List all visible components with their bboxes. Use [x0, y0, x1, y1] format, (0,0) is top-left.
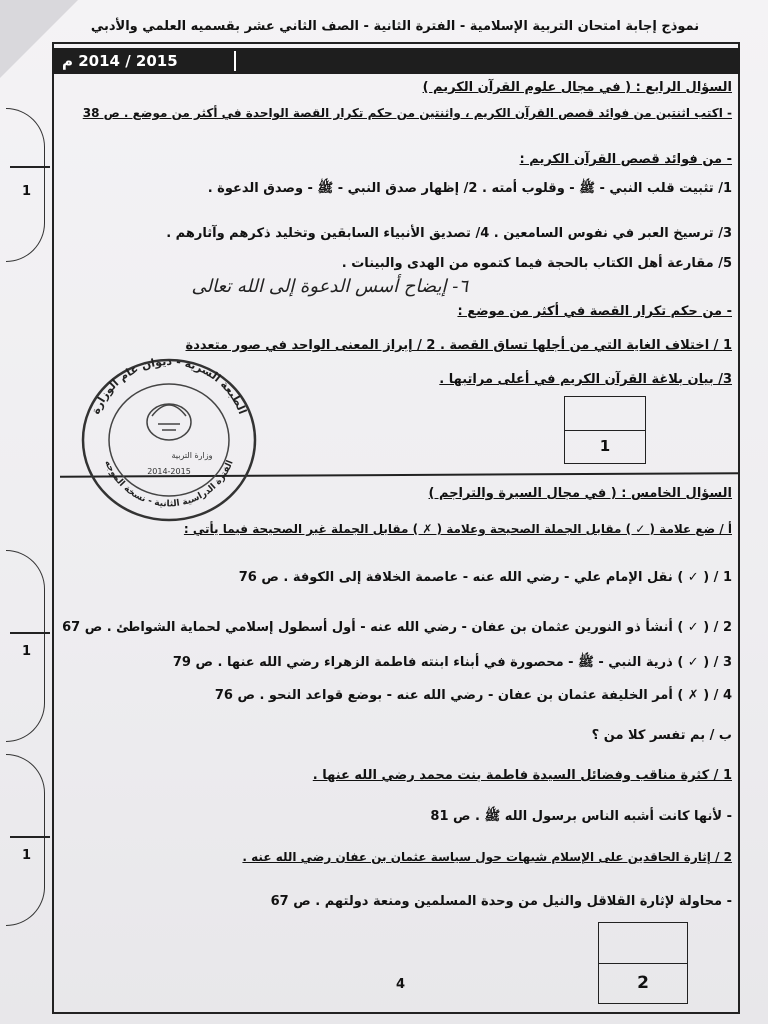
- margin-score-1: 1: [22, 184, 32, 199]
- q5-b2-question: 2 / إثارة الحاقدين على الإسلام شبهات حول سياسة عثمان بن عفان رضي الله عنه .: [242, 850, 732, 864]
- q4-wisdom-heading: - من حكم تكرار القصة في أكثر من موضع :: [457, 304, 732, 319]
- header-bar: [52, 48, 740, 74]
- q4-wisdom-1: 1 / اختلاف الغاية التي من أجلها تساق القصة . 2 / إبراز المعنى الواحد في صور متعددة: [185, 338, 732, 353]
- header-title: نموذج إجابة امتحان التربية الإسلامية - الفترة الثانية - الصف الثاني عشر بقسميه العلمي والأدبي: [90, 19, 700, 34]
- q5-score-box: [598, 922, 688, 1004]
- margin-score-3: 1: [22, 848, 32, 863]
- margin-arc-3: [6, 754, 45, 926]
- stamp-bottom: الفترة الدراسية الثانية - نسخة الموجه: [102, 459, 236, 510]
- emblem-icon: [147, 404, 191, 440]
- q4-title: السؤال الرابع : ( في مجال علوم القرآن الكريم ): [422, 80, 732, 95]
- q4-benefit-2: 3/ ترسيخ العبر في نفوس السامعين . 4/ تصديق الأنبياء السابقين وتخليد ذكرهم وآثارهم .: [166, 226, 732, 241]
- q4-benefits-heading: - من فوائد قصص القرآن الكريم :: [519, 152, 732, 167]
- q4-wisdom-2: 3/ بيان بلاغة القرآن الكريم في أعلى مراتبها .: [439, 372, 732, 387]
- q4-score-box: [564, 396, 646, 464]
- q5-b2-answer: - محاولة لإثارة القلاقل والنيل من وحدة المسلمين ومنعة دولتهم . ص 67: [270, 894, 732, 909]
- stamp-inner: وزارة التربية: [171, 451, 213, 460]
- q5-b1-question: 1 / كثرة مناقب وفضائل السيدة فاطمة بنت محمد رضي الله عنها .: [312, 768, 732, 783]
- q5-part-b: ب / بم تفسر كلا من ؟: [591, 728, 732, 743]
- handwritten-note: ٦- إيضاح أسس الدعوة إلى الله تعالى: [191, 276, 468, 297]
- header-year: 2015 / 2014 م: [62, 52, 178, 70]
- q5-item-1: 1 / ( ✓ ) نقل الإمام علي - رضي الله عنه - عاصمة الخلافة إلى الكوفة . ص 76: [238, 570, 732, 585]
- q4-score-value: 1: [565, 430, 645, 463]
- q5-item-3: 3 / ( ✓ ) ذرية النبي - ﷺ - محصورة في أبناء ابنته فاطمة الزهراء رضي الله عنها . ص 79: [172, 655, 732, 670]
- margin-tick-2: [10, 632, 50, 634]
- ministry-stamp: [74, 354, 264, 524]
- q5-score-value: 2: [599, 963, 687, 1003]
- stamp-years: 2014-2015: [147, 467, 191, 476]
- header-separator: [234, 51, 236, 71]
- q5-item-2: 2 / ( ✓ ) أنشأ ذو النورين عثمان بن عفان - رضي الله عنه - أول أسطول إسلامي لحماية الشواطئ . ص 67: [62, 620, 732, 635]
- q4-instruction-text: - اكتب اثنتين من فوائد قصص القرآن الكريم ، واثنتين من حكم تكرار القصة الواحدة في أكثر من موضع . ص 38: [82, 106, 732, 120]
- q5-item-4: 4 / ( ✗ ) أمر الخليفة عثمان بن عفان - رضي الله عنه - بوضع قواعد النحو . ص 76: [214, 688, 732, 703]
- q4-benefit-3: 5/ مقارعة أهل الكتاب بالحجة فيما كتموه من الهدى والبينات .: [341, 256, 732, 271]
- stamp-outer: الطبعة السرية - ديوان عام الوزارة: [89, 354, 250, 416]
- margin-tick-3: [10, 836, 50, 838]
- q4-instruction-1: [83, 106, 732, 121]
- page-number: 4: [396, 977, 406, 992]
- q5-title: السؤال الخامس : ( في مجال السيرة والتراجم ): [428, 486, 732, 501]
- margin-tick-1: [10, 166, 50, 168]
- margin-score-2: 1: [22, 644, 32, 659]
- q5-b1-answer: - لأنها كانت أشبه الناس برسول الله ﷺ . ص 81: [430, 809, 732, 824]
- q5-part-a: أ / ضع علامة ( ✓ ) مقابل الجملة الصحيحة وعلامة ( ✗ ) مقابل الجملة غير الصحيحة فيما يأتي :: [183, 522, 732, 536]
- q4-benefit-1: 1/ تثبيت قلب النبي - ﷺ - وقلوب أمته . 2/ إظهار صدق النبي - ﷺ - وصدق الدعوة .: [207, 181, 732, 196]
